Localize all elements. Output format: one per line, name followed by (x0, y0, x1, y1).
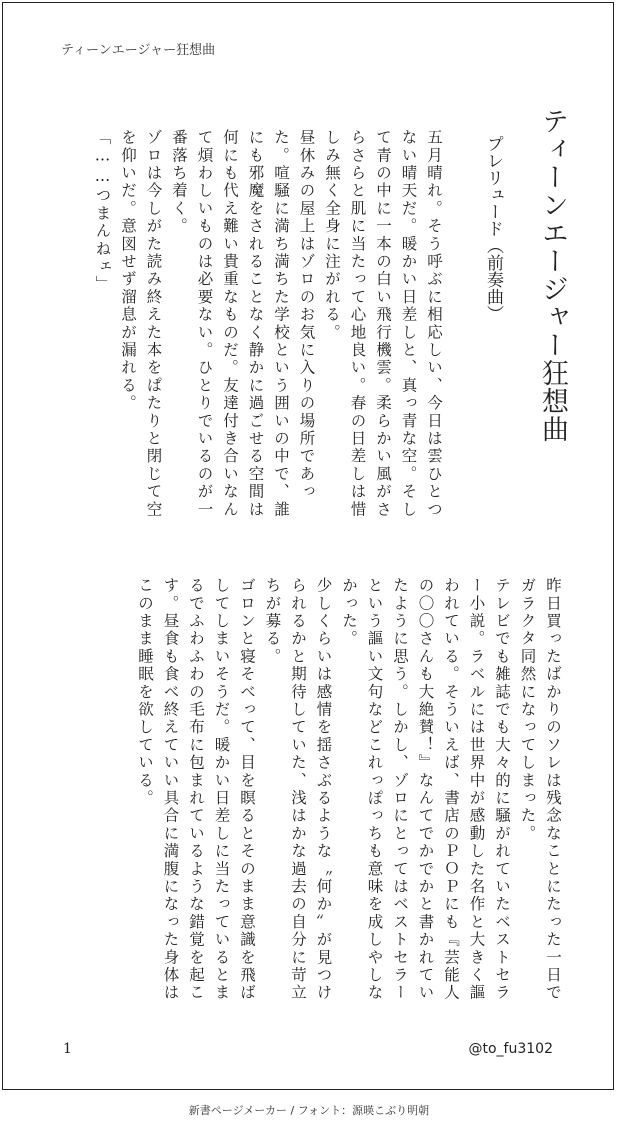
bottom-text-block (61, 577, 565, 1007)
paragraph: テレビでも雑誌でも大々的に騒がれていたベストセラー小説。ラベルには世界中が感動した名作と大きく謳われている。そういえば、書店のＰＯＰにも『芸能人の〇〇さんも大絶賛！』なんてでかでかと書かれていたように思う。しかし、ゾロにとってはベストセラーという謳い文句などこれっぽっちも意味を成しやしなかった。 (340, 577, 511, 1002)
paragraph: 昨日買ったばかりのソレは残念なことにたった一日でガラクタ同然になってしまった。 (518, 577, 562, 1002)
book-page (2, 2, 614, 1090)
paragraph: 「……つまんねェ」 (93, 129, 112, 294)
credit-line: 新書ページメーカー / フォント：源暎こぶり明朝 (188, 1104, 430, 1117)
paragraph: ゴロンと寝そべって、目を瞑るとそのまま意識を飛ばしてしまいそうだ。暖かい日差しに当たっているとまるでふわふわの毛布に包まれているような錯覚を起こす。昼食も食べ終えていい具合に満腹になった身体はこのまま睡眠を欲している。 (136, 577, 256, 1002)
author-handle: @to_fu3102 (468, 1041, 553, 1057)
chapter-subtitle: プレリュード（前奏曲） (483, 135, 503, 322)
page-title: ティーンエージャー狂想曲 (537, 107, 568, 443)
paragraph: 少しくらいは感情を揺さぶるような〝何か〟が見つけられるかと期待していた、浅はかな過去の自分に苛立ちが募る。 (263, 577, 333, 1002)
running-header: ティーンエージャー狂想曲 (61, 43, 216, 58)
page-number: 1 (63, 1041, 72, 1057)
top-text-block (61, 129, 446, 529)
paragraph: 昼休みの屋上はゾロのお気に入りの場所であった。喧騒に満ち満ちた学校という囲いの中で、誰にも邪魔をされることなく静かに過ごせる空間は何にも代え難い貴重なものだ。友達付き合いなんて煩わしいものは必要ない。ひとりでいるのが一番落ち着く。 (170, 129, 316, 519)
paragraph: 五月晴れ。そう呼ぶに相応しい、今日は雲ひとつない晴天だ。暖かい日差しと、真っ青な空。そして青の中に一本の白い飛行機雲。柔らかい風がさらさらと肌に当たって心地良い。春の日差しは惜しみ無く全身に注がれる。 (323, 129, 443, 519)
paragraph: ゾロは今しがた読み終えた本をぱたりと閉じて空を仰いだ。意図せず溜息が漏れる。 (119, 129, 163, 519)
